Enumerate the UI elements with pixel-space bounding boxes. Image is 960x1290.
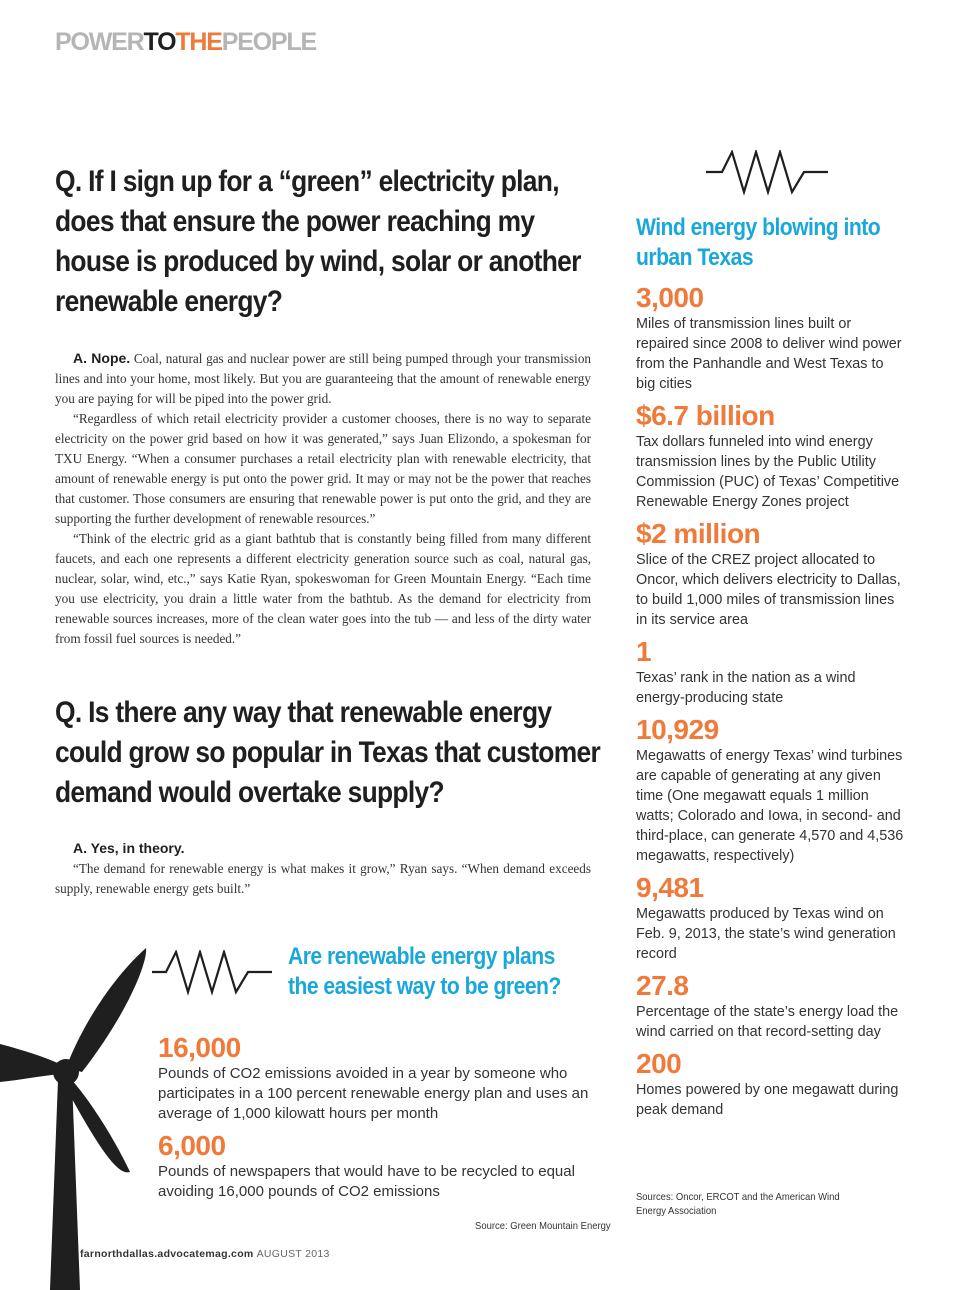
box-stat-description: Pounds of newspapers that would have to be recycled to equal avoiding 16,000 pounds of CO2 emissions bbox=[158, 1163, 575, 1200]
sidebar-stat bbox=[636, 400, 904, 512]
answer-1-paragraph-2: “Regardless of which retail electricity provider a customer chooses, there is no way to separate electricity on the power grid based on how it was generated,” says Juan Elizondo, a spokesman for TXU Energy. “When a consumer purchases a retail electricity plan with renewable electricity, that amount of renewable energy is put onto the power grid. It may or may not be the power that reaches that customer. Those consumers are ensuring that renewable power is put onto the grid, and they are supporting the further development of renewable resources.” bbox=[55, 411, 591, 526]
sidebar-stat-value: 200 bbox=[636, 1048, 682, 1079]
answer-2-lead: A. Yes, in theory. bbox=[73, 840, 185, 856]
sidebar-stat-value: 1 bbox=[636, 636, 652, 667]
kicker-word-the: THE bbox=[175, 28, 222, 56]
box-stat-description: Pounds of CO2 emissions avoided in a year by someone who participates in a 100 percent renewable energy plan and uses an average of 1,000 kilowatt hours per month bbox=[158, 1065, 589, 1122]
sidebar-stat-value: 10,929 bbox=[636, 714, 719, 745]
answer-1-paragraph-1 bbox=[55, 348, 591, 409]
kicker-word-power: POWER bbox=[55, 28, 144, 56]
box-stat-list bbox=[158, 1032, 608, 1208]
kicker-word-to: TO bbox=[143, 28, 176, 56]
sidebar-stat-description: Homes powered by one megawatt during peak demand bbox=[636, 1082, 899, 1118]
sidebar-wave-icon bbox=[706, 150, 828, 196]
footer-issue-date: AUGUST 2013 bbox=[256, 1248, 330, 1260]
footer-url[interactable]: farnorthdallas.advocatemag.com bbox=[80, 1248, 254, 1260]
sidebar-title: Wind energy blowing into urban Texas bbox=[636, 214, 881, 271]
sidebar-stat bbox=[636, 872, 904, 964]
sidebar-stat-value: $6.7 billion bbox=[636, 400, 775, 431]
sidebar-stat-value: 3,000 bbox=[636, 282, 704, 313]
answer-2-lead-line bbox=[55, 838, 591, 859]
sidebar-stat-description: Miles of transmission lines built or repaired since 2008 to deliver wind power from the Panhandle and West Texas to big cities bbox=[636, 316, 902, 392]
box-stat bbox=[158, 1130, 608, 1202]
answer-1-paragraph-1-text: Coal, natural gas and nuclear power are still being pumped through your transmission lines and into your home, most likely. But you are guaranteeing that the amount of renewable energy you are paying for will be piped into the power grid. bbox=[55, 351, 592, 406]
sidebar-stat bbox=[636, 970, 904, 1042]
sidebar-stat-description: Megawatts produced by Texas wind on Feb. 9, 2013, the state’s wind generation record bbox=[636, 906, 896, 962]
box-source: Source: Green Mountain Energy bbox=[475, 1220, 611, 1232]
page-footer bbox=[80, 1248, 330, 1260]
answer-1-lead: A. Nope. bbox=[73, 350, 131, 366]
box-wave-icon bbox=[152, 950, 272, 996]
sidebar-stat-description: Percentage of the state’s energy load the wind carried on that record-setting day bbox=[636, 1004, 899, 1040]
wind-turbine-icon bbox=[0, 940, 160, 1290]
sidebar-stat-value: $2 million bbox=[636, 518, 761, 549]
kicker-word-people: PEOPLE bbox=[221, 28, 316, 56]
answer-1-paragraph-3: “Think of the electric grid as a giant bathtub that is constantly being filled from many different faucets, and each one represents a different electricity generation source such as coal, natural gas, nuclear, solar, wind, etc.,” says Katie Ryan, spokeswoman for Green Mountain Energy. “Each time you use electricity, you drain a little water from the bathtub. As the demand for electricity from renewable sources increases, more of the clean water goes into the tub — and less of the dirty water from fossil fuel sources is needed.” bbox=[55, 531, 591, 646]
answer-1-body bbox=[55, 348, 591, 649]
question-2-heading: Q. Is there any way that renewable energy could grow so popular in Texas that customer demand would overtake supply? bbox=[55, 696, 601, 809]
section-kicker bbox=[55, 28, 316, 57]
sidebar-stat-list bbox=[636, 282, 904, 1126]
sidebar-stat-description: Slice of the CREZ project allocated to Oncor, which delivers electricity to Dallas, to build 1,000 miles of transmission lines in its service area bbox=[636, 552, 901, 628]
sidebar-stat bbox=[636, 518, 904, 630]
sidebar-stat-value: 27.8 bbox=[636, 970, 689, 1001]
answer-2-body bbox=[55, 838, 591, 899]
answer-2-paragraph-1: “The demand for renewable energy is what makes it grow,” Ryan says. “When demand exceeds supply, renewable energy gets built.” bbox=[55, 861, 591, 896]
box-stat-value: 16,000 bbox=[158, 1032, 241, 1063]
sidebar-stat-description: Texas’ rank in the nation as a wind energy-producing state bbox=[636, 670, 856, 706]
sidebar-stat-description: Megawatts of energy Texas’ wind turbines are capable of generating at any given time (One megawatt equals 1 million watts; Colorado and Iowa, in second- and third-place, can generate 4,570 and 4,536 megawatts, respectively) bbox=[636, 748, 904, 864]
sidebar-stat-value: 9,481 bbox=[636, 872, 704, 903]
box-stat bbox=[158, 1032, 608, 1124]
sidebar-source: Sources: Oncor, ERCOT and the American Wind Energy Association bbox=[636, 1191, 840, 1217]
sidebar-stat-description: Tax dollars funneled into wind energy transmission lines by the Public Utility Commission (PUC) of Texas’ Competitive Renewable Energy Zones project bbox=[636, 434, 900, 510]
sidebar-stat bbox=[636, 714, 904, 866]
question-1-heading: Q. If I sign up for a “green” electricity plan, does that ensure the power reaching my house is produced by wind, solar or another renewable energy? bbox=[55, 165, 581, 318]
box-title: Are renewable energy plans the easiest way to be green? bbox=[288, 943, 561, 1000]
sidebar-stat bbox=[636, 636, 904, 708]
sidebar-stat bbox=[636, 282, 904, 394]
box-stat-value: 6,000 bbox=[158, 1130, 226, 1161]
sidebar-stat bbox=[636, 1048, 904, 1120]
